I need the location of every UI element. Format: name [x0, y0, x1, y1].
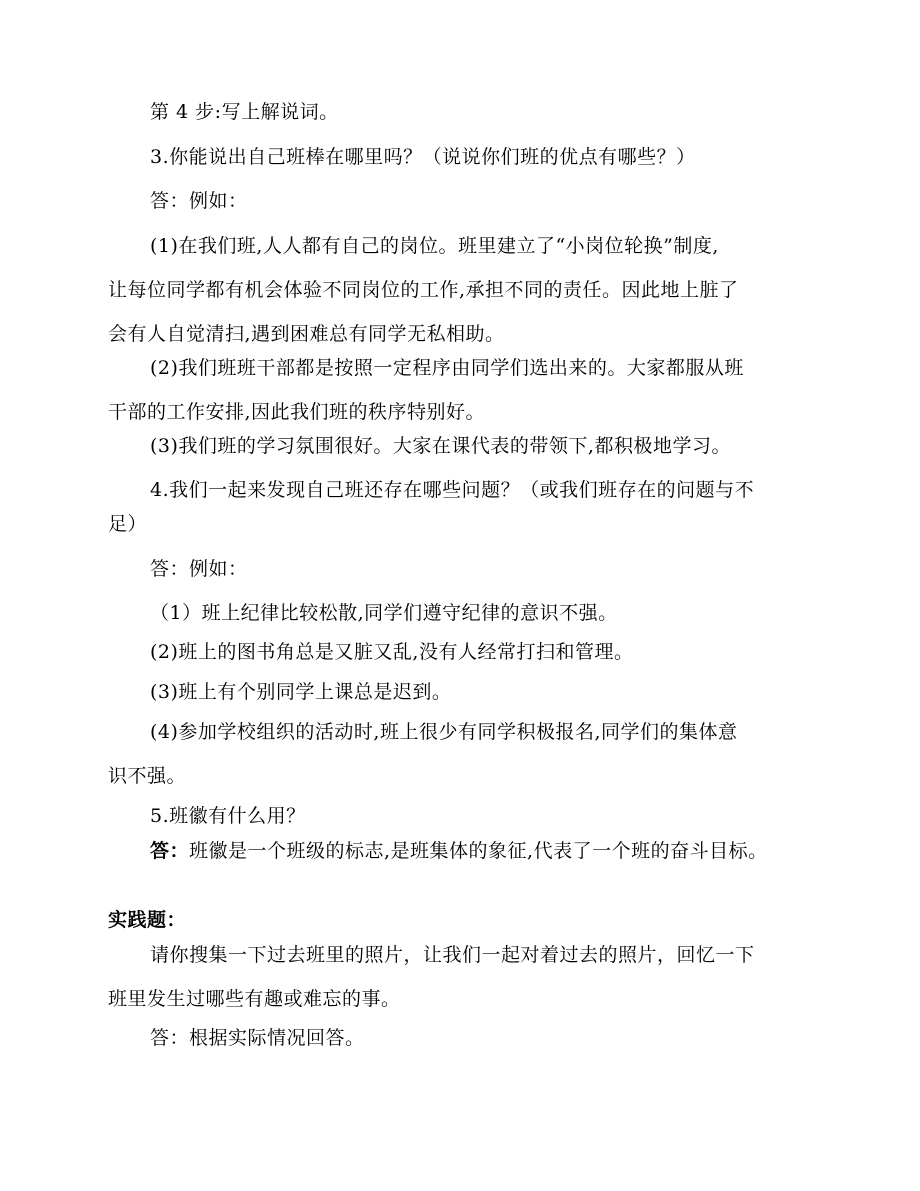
answer-3-item-2-line-1: (2)我们班班干部都是按照一定程序由同学们选出来的。大家都服从班 [150, 357, 744, 379]
answer-3-item-1-line-2: 让每位同学都有机会体验不同岗位的工作,承担不同的责任。因此地上脏了 [108, 279, 739, 301]
practice-answer: 答：根据实际情况回答。 [150, 1027, 365, 1049]
answer-4-item-2: (2)班上的图书角总是又脏又乱,没有人经常打扫和管理。 [150, 641, 634, 663]
question-3: 3.你能说出自己班棒在哪里吗？（说说你们班的优点有哪些？） [150, 146, 696, 168]
answer-4-item-4-line-2: 识不强。 [108, 765, 187, 787]
answer-3-item-2-line-2: 干部的工作安排,因此我们班的秩序特别好。 [108, 401, 486, 423]
question-4-line-2: 足） [108, 513, 148, 535]
practice-heading: 实践题： [108, 909, 187, 931]
step-4-line: 第 4 步:写上解说词。 [150, 101, 339, 123]
answer-5 [150, 838, 768, 864]
answer-5-label: 答： [150, 840, 190, 862]
answer-label-4: 答：例如： [150, 558, 248, 580]
practice-question-line-1: 请你搜集一下过去班里的照片，让我们一起对着过去的照片，回忆一下 [150, 944, 755, 966]
question-4-line-1: 4.我们一起来发现自己班还存在哪些问题？（或我们班存在的问题与不 [150, 479, 755, 501]
answer-5-text: 班徽是一个班级的标志,是班集体的象征,代表了一个班的奋斗目标。 [189, 840, 768, 862]
answer-3-item-1-line-1: (1)在我们班,人人都有自己的岗位。班里建立了“小岗位轮换”制度, [150, 235, 719, 257]
practice-question-line-2: 班里发生过哪些有趣或难忘的事。 [108, 988, 401, 1010]
answer-4-item-4-line-1: (4)参加学校组织的活动时,班上很少有同学积极报名,同学们的集体意 [150, 721, 738, 743]
answer-label-3: 答：例如： [150, 190, 248, 212]
answer-4-item-3: (3)班上有个别同学上课总是迟到。 [150, 681, 452, 703]
answer-3-item-1-line-3: 会有人自觉清扫,遇到困难总有同学无私相助。 [108, 323, 505, 345]
answer-4-item-1: （1）班上纪律比较松散,同学们遵守纪律的意识不强。 [150, 602, 618, 624]
answer-3-item-3: (3)我们班的学习氛围很好。大家在课代表的带领下,都积极地学习。 [150, 435, 731, 457]
question-5: 5.班徽有什么用？ [150, 805, 306, 827]
